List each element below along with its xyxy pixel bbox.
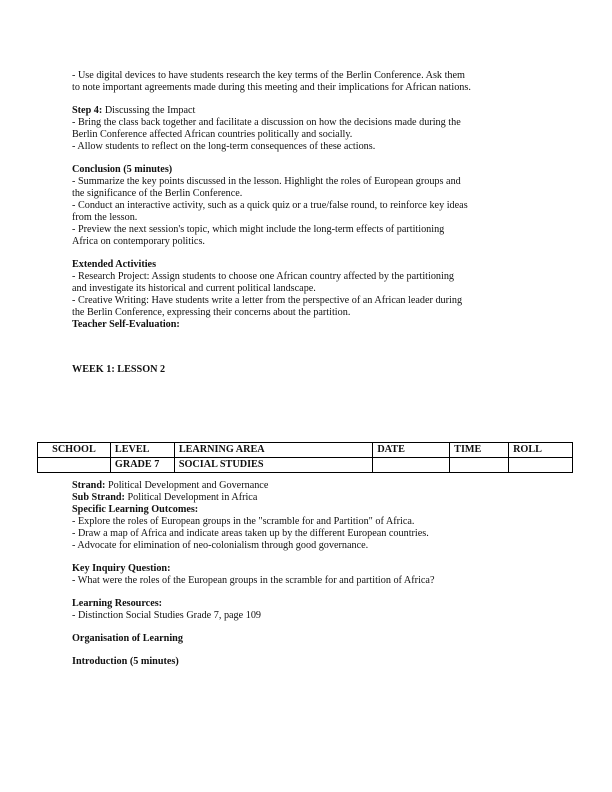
conclusion-section	[72, 164, 546, 248]
text-line: - Distinction Social Studies Grade 7, page 109	[72, 610, 262, 621]
step3-tail	[72, 70, 546, 94]
text-line: and investigate its historical and current political landscape.	[72, 283, 316, 294]
step4-title: Discussing the Impact	[102, 105, 196, 116]
cell-level: GRADE 7	[110, 458, 174, 473]
cell-learning-area: SOCIAL STUDIES	[174, 458, 372, 473]
header-roll: ROLL	[509, 443, 573, 458]
text-line: - Draw a map of Africa and indicate areas taken up by the different European countries.	[72, 528, 429, 539]
text-line: - Creative Writing: Have students write a letter from the perspective of an African leader during	[72, 295, 463, 306]
cell-date	[373, 458, 450, 473]
organisation-heading: Organisation of Learning	[72, 633, 183, 644]
self-evaluation-heading: Teacher Self-Evaluation:	[72, 319, 180, 330]
outcomes-heading: Specific Learning Outcomes:	[72, 504, 199, 515]
text-line: from the lesson.	[72, 212, 138, 223]
text-line: Berlin Conference affected African countries politically and socially.	[72, 129, 353, 140]
strand-value: Political Development and Governance	[105, 480, 269, 491]
step4-label: Step 4:	[72, 105, 103, 116]
inquiry-heading: Key Inquiry Question:	[72, 563, 171, 574]
conclusion-heading: Conclusion (5 minutes)	[72, 164, 173, 175]
cell-time	[450, 458, 509, 473]
text-line: - Bring the class back together and facilitate a discussion on how the decisions made during the	[72, 117, 461, 128]
week-lesson-heading: WEEK 1: LESSON 2	[72, 364, 166, 375]
header-level: LEVEL	[110, 443, 174, 458]
text-line: to note important agreements made during this meeting and their implications for African nations.	[72, 82, 471, 93]
text-line: the significance of the Berlin Conference.	[72, 188, 243, 199]
text-line: the Berlin Conference, expressing their concerns about the partition.	[72, 307, 351, 318]
extended-section	[72, 259, 546, 331]
text-line: - Allow students to reflect on the long-term consequences of these actions.	[72, 141, 376, 152]
text-line: - Conduct an interactive activity, such as a quick quiz or a true/false round, to reinforce key ideas	[72, 200, 468, 211]
text-line: - Advocate for elimination of neo-colonialism through good governance.	[72, 540, 369, 551]
text-line: - Explore the roles of European groups in the "scramble for and Partition" of Africa.	[72, 516, 415, 527]
step4-heading	[72, 105, 546, 117]
strand-line	[72, 480, 546, 492]
extended-heading: Extended Activities	[72, 259, 157, 270]
strand-block	[72, 480, 546, 552]
text-line: Africa on contemporary politics.	[72, 236, 205, 247]
step4-section	[72, 105, 546, 153]
text-line: - Use digital devices to have students research the key terms of the Berlin Conference. Ask them	[72, 70, 465, 81]
inquiry-section	[72, 563, 546, 587]
resources-heading: Learning Resources:	[72, 598, 163, 609]
introduction-heading: Introduction (5 minutes)	[72, 656, 179, 667]
text-line: - Preview the next session's topic, which might include the long-term effects of partitioning	[72, 224, 445, 235]
resources-section	[72, 598, 546, 622]
sub-strand-label: Sub Strand:	[72, 492, 125, 503]
lesson-page-top	[72, 70, 546, 376]
header-time: TIME	[450, 443, 509, 458]
text-line: - Summarize the key points discussed in the lesson. Highlight the roles of European groups and	[72, 176, 461, 187]
header-school: SCHOOL	[38, 443, 111, 458]
strand-label: Strand:	[72, 480, 106, 491]
header-date: DATE	[373, 443, 450, 458]
sub-strand-line	[72, 492, 546, 504]
table-row	[38, 458, 573, 473]
table-header-row	[38, 443, 573, 458]
sub-strand-value: Political Development in Africa	[124, 492, 258, 503]
header-learning-area: LEARNING AREA	[174, 443, 372, 458]
cell-school	[38, 458, 111, 473]
lesson-plan-body	[72, 480, 546, 668]
text-line: - What were the roles of the European groups in the scramble for and partition of Africa?	[72, 575, 435, 586]
lesson-info-table	[37, 442, 573, 473]
text-line: - Research Project: Assign students to choose one African country affected by the partitioning	[72, 271, 455, 282]
cell-roll	[509, 458, 573, 473]
